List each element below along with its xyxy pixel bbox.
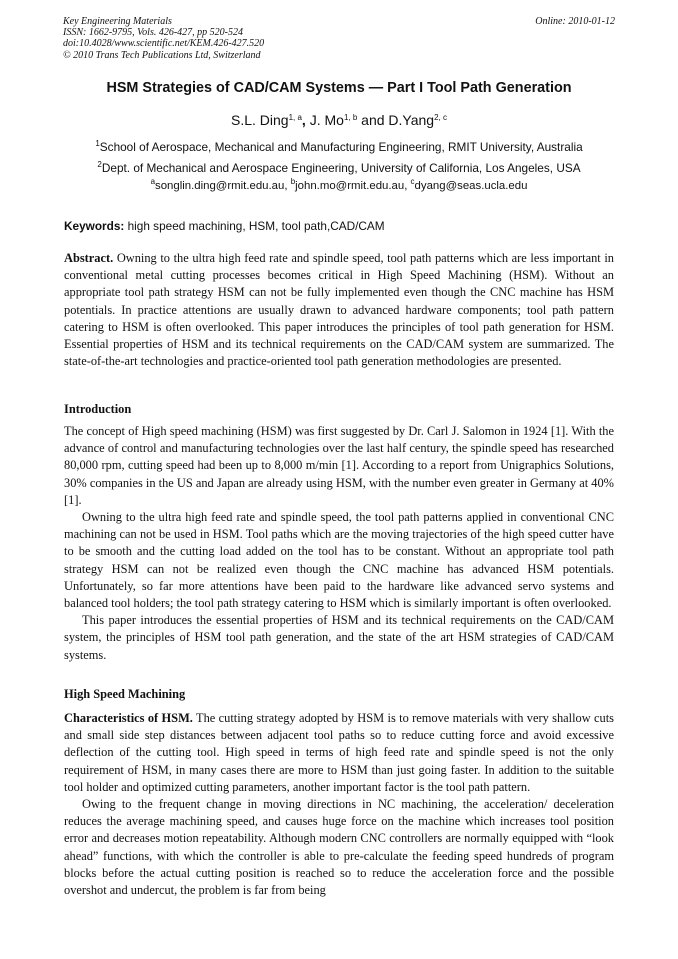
keywords — [64, 219, 614, 233]
journal-header — [63, 16, 615, 61]
journal-doi: doi:10.4028/www.scientific.net/KEM.426-427.520 — [63, 38, 265, 50]
paragraph: The concept of High speed machining (HSM) was first suggested by Dr. Carl J. Salomon in 1924 [1]. With the advance of control and manufacturing technologies over the last half century, the spindle speed has researched 80,000 rpm, cutting speed had been up to 8,000 m/min [1]. According to a report from Unigraphics Solutions, 30% companies in the US and Japan are already using HSM, with the number even greater in Germany at 40% [1]. — [64, 424, 614, 507]
author-name: J. Mo — [309, 112, 344, 128]
author-separator: and — [357, 112, 389, 128]
affiliation-mark: 1 — [95, 139, 100, 148]
affiliation-1 — [40, 140, 638, 154]
abstract-label: Abstract. — [64, 251, 114, 265]
journal-issn: ISSN: 1662-9795, Vols. 426-427, pp 520-524 — [63, 27, 243, 39]
email-link[interactable]: dyang@seas.ucla.edu — [414, 180, 528, 192]
email-mark: c — [410, 177, 415, 186]
author-affiliation-mark: 2, c — [434, 113, 447, 122]
affiliation-2 — [40, 161, 638, 175]
email-mark: b — [290, 177, 296, 186]
author-separator: , — [301, 112, 310, 128]
introduction-heading: Introduction — [64, 402, 132, 416]
author-affiliation-mark: 1, b — [343, 113, 358, 122]
email-link[interactable]: john.mo@rmit.edu.au, — [295, 180, 411, 192]
email-link[interactable]: songlin.ding@rmit.edu.au, — [155, 180, 291, 192]
affiliation-text: Dept. of Mechanical and Aerospace Engineering, University of California, Los Angeles, USA — [101, 161, 581, 175]
hsm-lead: Characteristics of HSM. — [64, 711, 193, 725]
hsm-heading: High Speed Machining — [64, 687, 186, 701]
affiliation-text: School of Aerospace, Mechanical and Manufacturing Engineering, RMIT University, Australia — [99, 140, 583, 154]
abstract — [64, 250, 614, 370]
hsm-body — [64, 710, 614, 899]
paper-title: HSM Strategies of CAD/CAM Systems — Part I Tool Path Generation — [106, 80, 572, 96]
paragraph: Owning to the ultra high feed rate and spindle speed, the tool path patterns applied in conventional CNC machining can not be used in HSM. Tool paths which are the moving trajectories of the high speed cutter have to be smooth and the cutting load added on the tool has to be constant. Without an appropriate tool path strategy HSM can not be realized even though the CNC machine has advanced HSM potentials. Unfortunately, so far more attentions have been paid to the hardware like advanced servo systems and balanced tool holders; the tool path strategy catering to HSM which is similarly important is often overlooked. — [64, 510, 614, 611]
abstract-text: Owning to the ultra high feed rate and spindle speed, tool path patterns which are less important in conventional metal cutting processes becomes critical in High Speed Machining (HSM). Without an appropriate tool path strategy HSM can not be fully implemented even though the CNC machine has HSM potentials. In practice attentions are usually drawn to advanced hardware components; tool path pattern catering to HSM is often overlooked. This paper introduces the principles of tool path generation for HSM. Essential properties of HSM and its technical requirements on the CAD/CAM system are summarized. The state-of-the-art technologies and practice-oriented tool path generation methodologies are presented. — [64, 251, 614, 369]
author-name: S.L. Ding — [230, 112, 289, 128]
affiliation-mark: 2 — [97, 160, 102, 169]
keywords-text: high speed machining, HSM, tool path,CAD/CAM — [124, 219, 385, 233]
paragraph: This paper introduces the essential properties of HSM and its technical requirements on the CAD/CAM system, the principles of HSM tool path generation, and the state of the art HSM strategies of CAD/CAM systems. — [64, 613, 614, 662]
introduction-body — [64, 423, 614, 664]
paragraph: The cutting strategy adopted by HSM is to remove materials with very shallow cuts and small side step distances between adjacent tool paths so to reduce cutting force and avoid excessive deflection of the cutting tool. High speed in terms of high feed rate and spindle speed is not the only requirement of HSM, in many cases there are more to HSM than just going faster. In addition to the suitable tool holder and optimized cutting parameters, another important factor is the tool path pattern. — [64, 711, 615, 794]
author-list — [40, 112, 638, 128]
keywords-label: Keywords: — [64, 219, 125, 233]
journal-name: Key Engineering Materials — [63, 16, 172, 27]
online-date: Online: 2010-01-12 — [535, 16, 615, 27]
paragraph: Owing to the frequent change in moving directions in NC machining, the acceleration/ deceleration reduces the average machining speed, and causes huge force on the machine which increases tool position error and decreases motion repeatability. Although modern CNC controllers are normally equipped with “look ahead” functions, with which the controller is able to pre-calculate the feeding speed hundreds of program blocks before the actual cutting position is reached so to reduce the acceleration force and the possible overshot and undercut, the problem is far from being — [64, 797, 614, 898]
author-affiliation-mark: 1, a — [288, 113, 302, 122]
journal-copyright: © 2010 Trans Tech Publications Ltd, Switzerland — [63, 49, 261, 61]
author-name: D.Yang — [388, 112, 435, 128]
email-list — [40, 177, 638, 192]
email-mark: a — [150, 177, 156, 186]
